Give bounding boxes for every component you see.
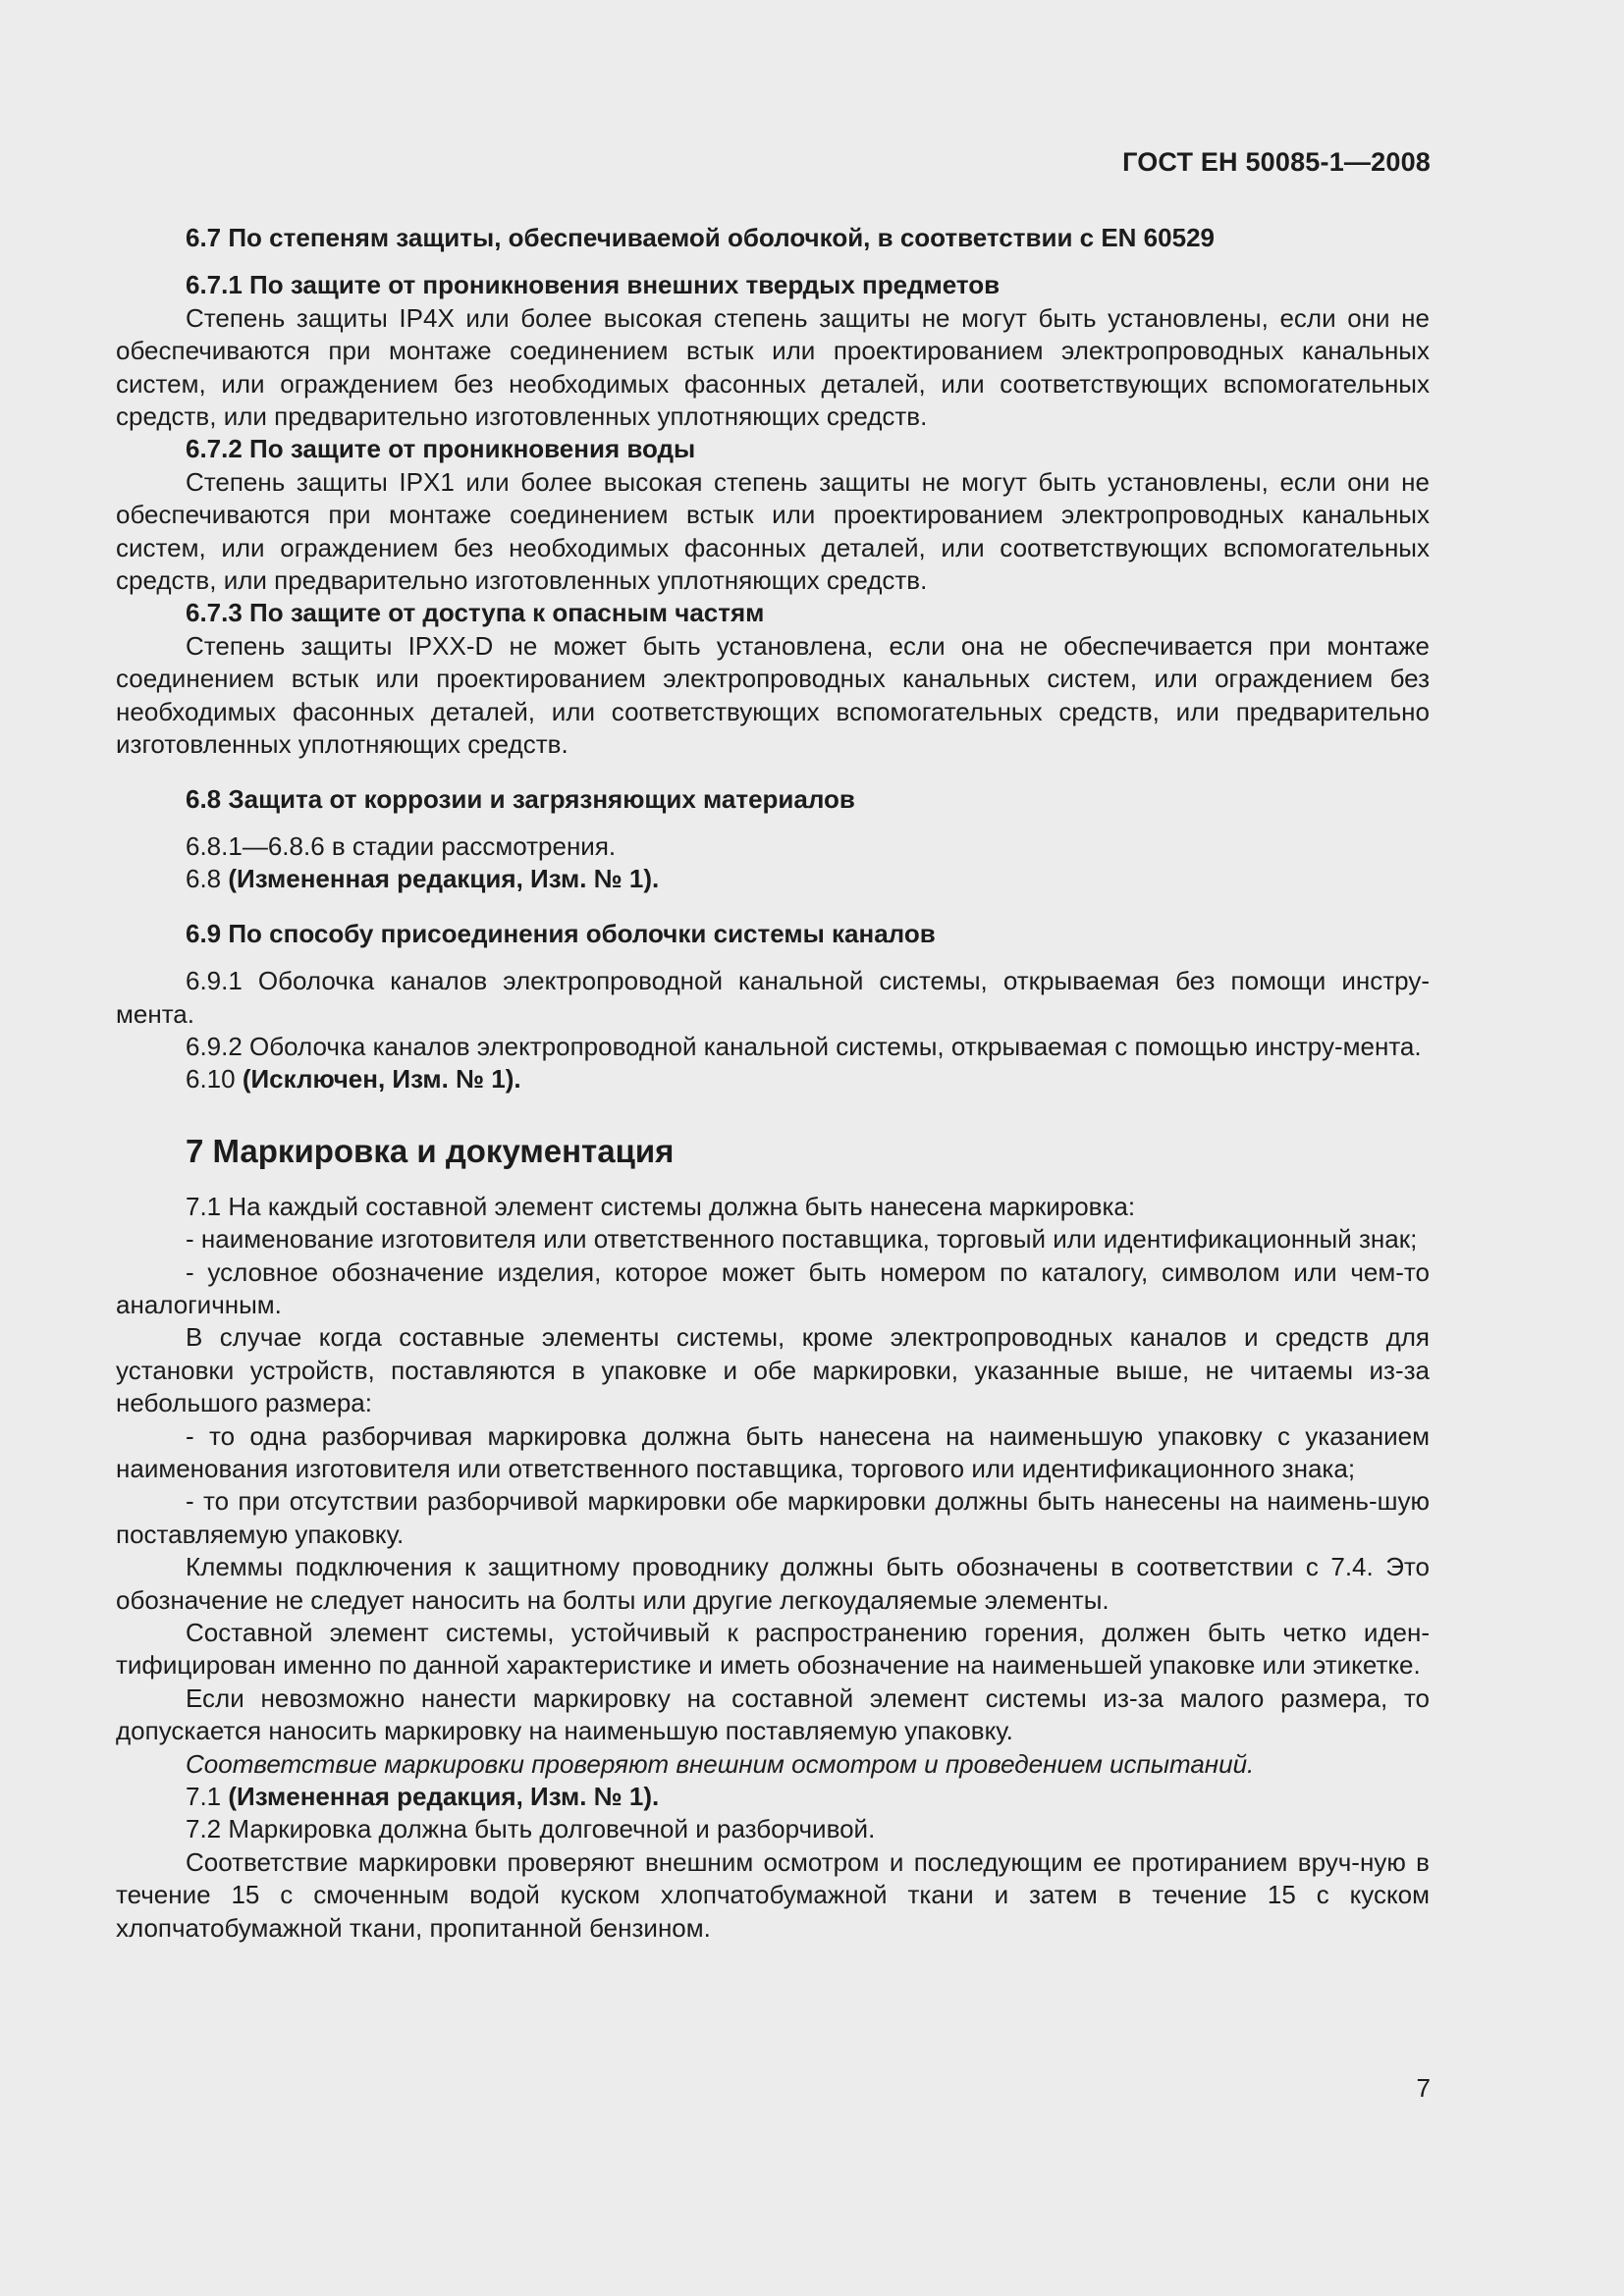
section-6-9-title: 6.9 По способу присоединения оболочки системы каналов — [186, 918, 936, 948]
list-item: - наименование изготовителя или ответственного поставщика, торговый или идентификационный знак; — [186, 1224, 1418, 1255]
section-7-1-amendment — [116, 1781, 1430, 1813]
document-code: ГОСТ ЕН 50085-1—2008 — [1122, 147, 1431, 177]
section-6-10-note: (Исключен, Изм. № 1). — [242, 1064, 521, 1095]
section-6-7-2-text: Степень защиты IPX1 или более высокая степень защиты не могут быть установлены, если они не обеспечиваются при монтаже соединением встык или проектированием электропроводных канальных систем, или ограждением без необходимых фасонных деталей, или соответствующих вспомогательных средств, или предварительно изготовленных уплотняющих средств. — [116, 466, 1430, 596]
page-number: 7 — [1416, 2073, 1431, 2103]
list-item: - то при отсутствии разборчивой маркировки обе маркировки должны быть нанесены на наимень-шую поставляемую упаковку. — [116, 1486, 1430, 1549]
paragraph: Клеммы подключения к защитному проводнику должны быть обозначены в соответствии с 7.4. Это обозначение не следует наносить на болты или другие легкоудаляемые элементы. — [116, 1552, 1430, 1615]
amendment-note: (Измененная редакция, Изм. № 1). — [228, 864, 660, 894]
section-6-7-3-title: 6.7.3 По защите от доступа к опасным частям — [186, 598, 765, 628]
section-7-2-text: 7.2 Маркировка должна быть долговечной и разборчивой. — [186, 1814, 876, 1844]
paragraph: Составной элемент системы, устойчивый к распространению горения, должен быть четко иден-тифицирован именно по данной характеристике и иметь обозначение на наименьшей упаковке или этикетке. — [116, 1618, 1430, 1681]
section-6-8-text: 6.8.1—6.8.6 в стадии рассмотрения. — [186, 830, 617, 861]
section-6-7-1-title: 6.7.1 По защите от проникновения внешних твердых предметов — [186, 270, 1001, 300]
section-6-7-2-title: 6.7.2 По защите от проникновения воды — [186, 434, 696, 464]
section-7-1-text: 7.1 На каждый составной элемент системы должна быть нанесена маркировка: — [186, 1191, 1136, 1221]
section-7-title: 7 Маркировка и документация — [186, 1132, 675, 1169]
amendment-prefix: 7.1 — [186, 1782, 229, 1812]
section-6-7-title: 6.7 По степеням защиты, обеспечиваемой оболочкой, в соответствии с EN 60529 — [186, 223, 1215, 252]
amendment-note: (Измененная редакция, Изм. № 1). — [228, 1782, 660, 1812]
paragraph: Соответствие маркировки проверяют внешним осмотром и последующим ее протиранием вруч-ную в течение 15 с смоченным водой куском хлопчатобумажной ткани и затем в течение 15 с куском хлопчатобумажной ткани, пропитанной бензином. — [116, 1846, 1430, 1943]
list-item: - то одна разборчивая маркировка должна быть нанесена на наименьшую упаковку с указанием наименования изготовителя или ответственного поставщика, торгового или идентификационного знака; — [116, 1420, 1430, 1483]
paragraph: В случае когда составные элементы системы, кроме электропроводных каналов и средств для установки устройств, поставляются в упаковке и обе маркировки, указанные выше, не читаемы из-за небольшого размера: — [116, 1322, 1430, 1418]
page-body — [116, 222, 1430, 1945]
section-6-10-prefix: 6.10 — [186, 1064, 243, 1095]
section-6-7-1-text: Степень защиты IP4X или более высокая степень защиты не могут быть установлены, если они не обеспечиваются при монтаже соединением встык или проектированием электропроводных канальных систем, или ограждением без необходимых фасонных деталей, или соответствующих вспомогательных средств, или предварительно изготовленных уплотняющих средств. — [116, 302, 1430, 432]
amendment-prefix: 6.8 — [186, 864, 229, 894]
section-6-9-1-text: 6.9.1 Оболочка каналов электропроводной канальной системы, открываемая без помощи инстру-мента. — [116, 966, 1430, 1029]
paragraph: Если невозможно нанести маркировку на составной элемент системы из-за малого размера, то допускается наносить маркировку на наименьшую поставляемую упаковку. — [116, 1682, 1430, 1746]
section-6-8-title: 6.8 Защита от коррозии и загрязняющих материалов — [186, 783, 855, 814]
list-item: - условное обозначение изделия, которое может быть номером по каталогу, символом или чем-то аналогичным. — [116, 1256, 1430, 1319]
section-6-10-text — [116, 1063, 1430, 1095]
section-6-7-3-text: Степень защиты IPXX-D не может быть установлена, если она не обеспечивается при монтаже соединением встык или проектированием электропроводных канальных систем, или ограждением без необходимых фасонных деталей, или соответствующих вспомогательных средств, или предварительно изготовленных уплотняющих средств. — [116, 630, 1430, 760]
compliance-check-text: Соответствие маркировки проверяют внешним осмотром и проведением испытаний. — [186, 1748, 1255, 1779]
section-6-8-amendment — [116, 863, 1430, 895]
section-6-9-2-text: 6.9.2 Оболочка каналов электропроводной канальной системы, открываемая с помощью инстру-мента. — [186, 1031, 1422, 1061]
